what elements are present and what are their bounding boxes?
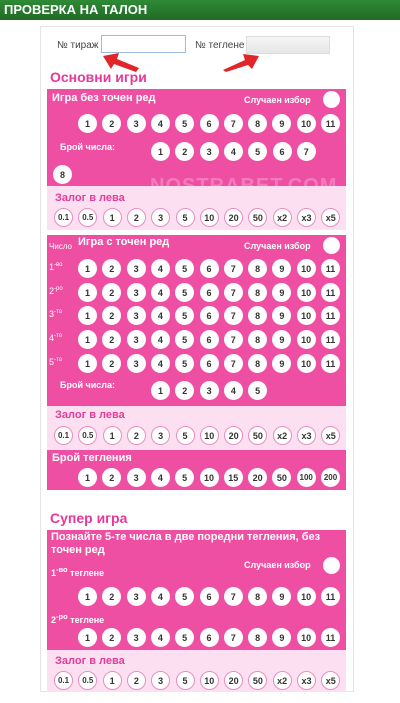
- stake-ball[interactable]: x2: [273, 208, 292, 227]
- position-ordinal: 4: [49, 333, 55, 343]
- stake-ball[interactable]: 1: [103, 208, 122, 227]
- super-game-title: Супер игра: [50, 510, 128, 526]
- first-draw-label: [51, 565, 104, 578]
- number-ball[interactable]: 6: [200, 306, 219, 325]
- number-ball[interactable]: 8: [248, 259, 267, 278]
- count-ball[interactable]: 2: [175, 142, 194, 161]
- number-ball[interactable]: 6: [200, 587, 219, 606]
- count-ball[interactable]: 8: [53, 165, 72, 184]
- position-ordinal: 5: [49, 357, 55, 367]
- random-pick-toggle[interactable]: [323, 91, 340, 108]
- number-ball[interactable]: 10: [297, 587, 316, 606]
- random-pick-toggle[interactable]: [323, 557, 340, 574]
- number-ball[interactable]: 6: [200, 330, 219, 349]
- stake-ball[interactable]: 2: [127, 208, 146, 227]
- stake-ball[interactable]: 5: [176, 671, 195, 690]
- number-ball[interactable]: 8: [248, 283, 267, 302]
- number-ball[interactable]: 3: [127, 354, 146, 373]
- drawing-number-label: № теглене: [195, 40, 245, 51]
- number-ball[interactable]: 6: [200, 628, 219, 647]
- second-draw-label: [51, 612, 104, 625]
- stake-ball[interactable]: 3: [151, 426, 170, 445]
- stake-ball[interactable]: 50: [248, 208, 267, 227]
- super-game-desc-line2: точен ред: [51, 544, 105, 556]
- count-ball[interactable]: 4: [224, 381, 243, 400]
- number-ball[interactable]: 4: [151, 306, 170, 325]
- position-ordinal: 2: [49, 286, 55, 296]
- count-ball[interactable]: 5: [248, 381, 267, 400]
- stake-ball[interactable]: 10: [200, 426, 219, 445]
- draw-count-ball[interactable]: 15: [224, 468, 243, 487]
- number-ball[interactable]: 7: [224, 306, 243, 325]
- random-pick-label: Случаен избор: [244, 95, 311, 105]
- number-ball[interactable]: 5: [175, 587, 194, 606]
- number-ball[interactable]: 1: [78, 306, 97, 325]
- stake-ball[interactable]: 2: [127, 426, 146, 445]
- number-ball[interactable]: 1: [78, 330, 97, 349]
- number-ball[interactable]: 3: [127, 259, 146, 278]
- count-ball[interactable]: 2: [175, 381, 194, 400]
- number-ball[interactable]: 1: [78, 354, 97, 373]
- stake-ball[interactable]: 5: [176, 208, 195, 227]
- draw-ordinal-suffix: -во: [56, 565, 68, 574]
- number-ball[interactable]: 8: [248, 114, 267, 133]
- stake-ball[interactable]: 50: [248, 426, 267, 445]
- number-ball[interactable]: 7: [224, 354, 243, 373]
- number-ball[interactable]: 4: [151, 628, 170, 647]
- stake-ball[interactable]: 20: [224, 426, 243, 445]
- stake-title: Залог в лева: [55, 192, 125, 204]
- number-ball[interactable]: 8: [248, 354, 267, 373]
- number-ball[interactable]: 4: [151, 114, 170, 133]
- draw-count-ball[interactable]: 3: [127, 468, 146, 487]
- number-ball[interactable]: 5: [175, 306, 194, 325]
- number-ball[interactable]: 4: [151, 587, 170, 606]
- page-header: [0, 0, 400, 20]
- number-ball[interactable]: 1: [78, 114, 97, 133]
- draw-ordinal: 2: [51, 615, 57, 625]
- stake-ball[interactable]: 0.5: [78, 671, 97, 690]
- draw-ordinal: 1: [51, 568, 57, 578]
- number-ball[interactable]: 3: [127, 628, 146, 647]
- number-ball[interactable]: 6: [200, 114, 219, 133]
- number-ball[interactable]: 5: [175, 259, 194, 278]
- unordered-game-title: Игра без точен ред: [52, 92, 156, 104]
- number-ball[interactable]: 10: [297, 354, 316, 373]
- number-ball[interactable]: 10: [297, 259, 316, 278]
- draw-word: теглене: [70, 615, 105, 625]
- number-ball[interactable]: 8: [248, 587, 267, 606]
- stake-ball[interactable]: 0.5: [78, 426, 97, 445]
- stake-ball[interactable]: 0.1: [54, 671, 73, 690]
- number-ball[interactable]: 2: [102, 114, 121, 133]
- number-ball[interactable]: 9: [272, 354, 291, 373]
- number-ball[interactable]: 11: [321, 306, 340, 325]
- position-ordinal-suffix: -то: [54, 309, 63, 315]
- stake-ball[interactable]: 10: [200, 671, 219, 690]
- number-ball[interactable]: 11: [321, 354, 340, 373]
- page-title: ПРОВЕРКА НА ТАЛОН: [4, 2, 148, 17]
- draw-word: теглене: [70, 568, 105, 578]
- stake-ball[interactable]: 3: [151, 208, 170, 227]
- count-ball[interactable]: 1: [151, 381, 170, 400]
- number-ball[interactable]: 11: [321, 628, 340, 647]
- number-ball[interactable]: 5: [175, 114, 194, 133]
- stake-ball[interactable]: x5: [321, 426, 340, 445]
- number-ball[interactable]: 9: [272, 628, 291, 647]
- draw-count-ball[interactable]: 50: [272, 468, 291, 487]
- number-ball[interactable]: 11: [321, 259, 340, 278]
- number-ball[interactable]: 4: [151, 330, 170, 349]
- number-ball[interactable]: 5: [175, 628, 194, 647]
- count-label: Брой числа:: [60, 142, 115, 152]
- draw-count-ball[interactable]: 4: [151, 468, 170, 487]
- stake-ball[interactable]: x2: [273, 426, 292, 445]
- number-ball[interactable]: 6: [200, 283, 219, 302]
- number-ball[interactable]: 5: [175, 354, 194, 373]
- number-ball[interactable]: 9: [272, 283, 291, 302]
- number-ball[interactable]: 9: [272, 114, 291, 133]
- number-ball[interactable]: 11: [321, 283, 340, 302]
- number-ball[interactable]: 1: [78, 283, 97, 302]
- position-row-label: [49, 286, 63, 296]
- super-game-desc-line1: Познайте 5-те числа в две поредни тегления, без: [51, 531, 321, 543]
- stake-ball[interactable]: x5: [321, 671, 340, 690]
- number-ball[interactable]: 8: [248, 330, 267, 349]
- number-ball[interactable]: 5: [175, 283, 194, 302]
- number-ball[interactable]: 9: [272, 259, 291, 278]
- stake-ball[interactable]: 0.1: [54, 426, 73, 445]
- random-pick-label: Случаен избор: [244, 241, 311, 251]
- stake-ball[interactable]: x3: [297, 426, 316, 445]
- draw-count-ball[interactable]: 200: [321, 468, 340, 487]
- main-games-title: Основни игри: [50, 69, 147, 85]
- stake-ball[interactable]: x3: [297, 671, 316, 690]
- stake-ball[interactable]: 20: [224, 671, 243, 690]
- number-ball[interactable]: 4: [151, 283, 170, 302]
- stake-ball[interactable]: 2: [127, 671, 146, 690]
- number-ball[interactable]: 9: [272, 306, 291, 325]
- number-ball[interactable]: 4: [151, 354, 170, 373]
- position-ordinal-suffix: -ро: [54, 286, 63, 292]
- number-ball[interactable]: 5: [175, 330, 194, 349]
- draw-count-ball[interactable]: 20: [248, 468, 267, 487]
- number-ball[interactable]: 1: [78, 587, 97, 606]
- unordered-game-panel: [47, 89, 346, 186]
- position-row-label: [49, 309, 62, 319]
- random-pick-toggle[interactable]: [323, 237, 340, 254]
- stake-ball[interactable]: 20: [224, 208, 243, 227]
- number-ball[interactable]: 1: [78, 259, 97, 278]
- draw-count-ball[interactable]: 2: [102, 468, 121, 487]
- position-row-label: [49, 262, 62, 272]
- stake-ball[interactable]: 50: [248, 671, 267, 690]
- number-ball[interactable]: 7: [224, 283, 243, 302]
- stake-ball[interactable]: 5: [176, 426, 195, 445]
- count-ball[interactable]: 3: [200, 142, 219, 161]
- number-ball[interactable]: 2: [102, 306, 121, 325]
- draws-title: Брой тегления: [52, 452, 132, 464]
- number-ball[interactable]: 2: [102, 330, 121, 349]
- position-ordinal-suffix: -то: [54, 333, 63, 339]
- count-ball[interactable]: 1: [151, 142, 170, 161]
- count-ball[interactable]: 3: [200, 381, 219, 400]
- number-ball[interactable]: 10: [297, 306, 316, 325]
- number-column-label: Число: [49, 242, 73, 251]
- draw-count-ball[interactable]: 10: [200, 468, 219, 487]
- number-ball[interactable]: 8: [248, 306, 267, 325]
- number-ball[interactable]: 8: [248, 628, 267, 647]
- stake-title: Залог в лева: [55, 409, 125, 421]
- position-ordinal-suffix: -во: [54, 262, 63, 268]
- number-ball[interactable]: 2: [102, 354, 121, 373]
- position-ordinal: 3: [49, 309, 55, 319]
- ordered-game-title: Игра с точен ред: [78, 236, 170, 248]
- count-ball[interactable]: 7: [297, 142, 316, 161]
- number-ball[interactable]: 10: [297, 114, 316, 133]
- number-ball[interactable]: 2: [102, 283, 121, 302]
- number-ball[interactable]: 7: [224, 587, 243, 606]
- stake-title: Залог в лева: [55, 655, 125, 667]
- arrow-pointer-icon: [221, 50, 261, 72]
- number-ball[interactable]: 6: [200, 354, 219, 373]
- position-ordinal: 1: [49, 262, 55, 272]
- position-row-label: [49, 333, 62, 343]
- draw-count-ball[interactable]: 1: [78, 468, 97, 487]
- draw-ordinal-suffix: -ро: [56, 612, 68, 621]
- number-ball[interactable]: 10: [297, 330, 316, 349]
- number-ball[interactable]: 2: [102, 628, 121, 647]
- number-ball[interactable]: 4: [151, 259, 170, 278]
- number-ball[interactable]: 7: [224, 330, 243, 349]
- draw-count-ball[interactable]: 5: [175, 468, 194, 487]
- count-ball[interactable]: 6: [273, 142, 292, 161]
- stake-ball[interactable]: 1: [103, 671, 122, 690]
- position-ordinal-suffix: -то: [54, 357, 63, 363]
- number-ball[interactable]: 2: [102, 587, 121, 606]
- number-ball[interactable]: 10: [297, 628, 316, 647]
- number-ball[interactable]: 9: [272, 330, 291, 349]
- stake-ball[interactable]: 1: [103, 426, 122, 445]
- number-ball[interactable]: 3: [127, 330, 146, 349]
- number-ball[interactable]: 10: [297, 283, 316, 302]
- count-label: Брой числа:: [60, 380, 115, 390]
- stake-ball[interactable]: 10: [200, 208, 219, 227]
- stake-ball[interactable]: x2: [273, 671, 292, 690]
- number-ball[interactable]: 7: [224, 259, 243, 278]
- number-ball[interactable]: 11: [321, 330, 340, 349]
- random-pick-label: Случаен избор: [244, 560, 311, 570]
- number-ball[interactable]: 1: [78, 628, 97, 647]
- stake-ball[interactable]: 0.1: [54, 208, 73, 227]
- number-ball[interactable]: 3: [127, 306, 146, 325]
- number-ball[interactable]: 7: [224, 114, 243, 133]
- draw-count-ball[interactable]: 100: [297, 468, 316, 487]
- draw-number-label: № тираж: [57, 40, 99, 51]
- number-ball[interactable]: 9: [272, 587, 291, 606]
- number-ball[interactable]: 3: [127, 114, 146, 133]
- stake-ball[interactable]: x3: [297, 208, 316, 227]
- stake-ball[interactable]: 0.5: [78, 208, 97, 227]
- number-ball[interactable]: 2: [102, 259, 121, 278]
- stake-ball[interactable]: 3: [151, 671, 170, 690]
- count-ball[interactable]: 5: [248, 142, 267, 161]
- number-ball[interactable]: 7: [224, 628, 243, 647]
- number-ball[interactable]: 3: [127, 587, 146, 606]
- position-row-label: [49, 357, 62, 367]
- number-ball[interactable]: 6: [200, 259, 219, 278]
- number-ball[interactable]: 11: [321, 587, 340, 606]
- stake-ball[interactable]: x5: [321, 208, 340, 227]
- number-ball[interactable]: 3: [127, 283, 146, 302]
- count-ball[interactable]: 4: [224, 142, 243, 161]
- number-ball[interactable]: 11: [321, 114, 340, 133]
